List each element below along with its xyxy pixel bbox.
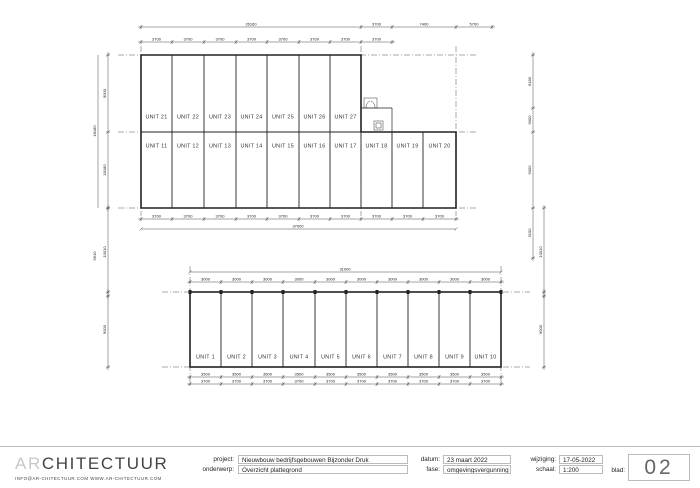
dimension-value: 3700 bbox=[419, 378, 428, 384]
dimension-value: 3000 bbox=[263, 276, 272, 282]
schaal-value: 1:200 bbox=[559, 465, 603, 474]
dimension-value: 3500 bbox=[357, 371, 366, 377]
dimension-value: 3000 bbox=[450, 276, 459, 282]
dimension-gap-left-value: 9610 bbox=[92, 251, 97, 261]
dimension-value: 3700 bbox=[326, 378, 335, 384]
dimension-value: 3500 bbox=[232, 371, 241, 377]
column-marker bbox=[345, 290, 348, 294]
column-marker bbox=[314, 290, 317, 294]
unit-label: UNIT 25 bbox=[271, 114, 295, 121]
unit-label: UNIT 6 bbox=[352, 354, 371, 361]
blad-label: blad: bbox=[611, 467, 625, 474]
dimension-value: 3700 bbox=[481, 378, 490, 384]
dimension-value: 3000 bbox=[294, 276, 304, 282]
building-walls bbox=[141, 55, 503, 367]
dimension-value: 3100 bbox=[527, 228, 532, 238]
unit-label: UNIT 20 bbox=[428, 143, 451, 150]
dimension-value: 3700 bbox=[341, 213, 350, 219]
stair-detail bbox=[376, 123, 381, 128]
fase-label: fase: bbox=[426, 466, 440, 473]
datum-value: 23 maart 2022 bbox=[443, 455, 511, 464]
dimension-value: 3700 bbox=[310, 36, 319, 42]
project-value: Nieuwbouw bedrijfsgebouwen Bijzonder Druk bbox=[238, 455, 408, 464]
dimension-value: 3700 bbox=[232, 378, 241, 384]
unit-label: UNIT 10 bbox=[474, 354, 497, 361]
unit-label: UNIT 1 bbox=[196, 354, 215, 361]
unit-label: UNIT 27 bbox=[334, 114, 357, 121]
fase-value: omgevingsvergunning bbox=[443, 465, 511, 474]
dimension-value: 3500 bbox=[263, 371, 272, 377]
unit-label: UNIT 24 bbox=[240, 114, 263, 121]
dimension-value: 3700 bbox=[310, 213, 319, 219]
dimension-value: 3700 bbox=[152, 213, 161, 219]
datum-label: datum: bbox=[420, 456, 440, 463]
dimension-value: 26160 bbox=[245, 21, 257, 27]
unit-label: UNIT 19 bbox=[396, 143, 419, 150]
dimension-value: 3000 bbox=[357, 276, 366, 282]
dimension-lines bbox=[98, 25, 546, 386]
wijziging-label: wijziging: bbox=[530, 456, 556, 463]
entrance-door bbox=[364, 98, 383, 130]
dimension-value: 3700 bbox=[278, 213, 288, 219]
column-marker bbox=[407, 290, 410, 294]
building-outline-top bbox=[141, 55, 456, 208]
dimension-value: 10010 bbox=[538, 246, 543, 258]
unit-label: UNIT 22 bbox=[176, 114, 200, 121]
unit-label: UNIT 4 bbox=[289, 354, 309, 361]
dimension-value: 3700 bbox=[341, 36, 350, 42]
column-marker bbox=[251, 290, 254, 294]
dimension-value: 3000 bbox=[481, 276, 490, 282]
dimension-value: 3500 bbox=[294, 371, 304, 377]
onderwerp-label: onderwerp: bbox=[202, 466, 234, 473]
dimension-value: 7400 bbox=[419, 21, 429, 27]
dimension-total-value: 31000 bbox=[339, 266, 351, 272]
unit-label: UNIT 9 bbox=[445, 354, 464, 361]
unit-label: UNIT 23 bbox=[208, 114, 232, 121]
unit-label: UNIT 12 bbox=[176, 143, 200, 150]
dimension-value: 10010 bbox=[102, 246, 107, 258]
dimension-value: 5700 bbox=[469, 21, 479, 27]
dimension-total-value: 37000 bbox=[292, 223, 304, 229]
onderwerp-value: Overzicht plattegrond bbox=[238, 465, 408, 474]
unit-label: UNIT 13 bbox=[208, 143, 232, 150]
unit-label: UNIT 3 bbox=[258, 354, 277, 361]
dimension-value: 3700 bbox=[263, 378, 272, 384]
unit-label: UNIT 16 bbox=[303, 143, 326, 150]
dimension-value: 3700 bbox=[388, 378, 397, 384]
dimension-value: 3500 bbox=[450, 371, 459, 377]
unit-label: UNIT 14 bbox=[240, 143, 263, 150]
dimension-value: 9000 bbox=[102, 325, 107, 334]
dimension-value: 3500 bbox=[326, 371, 335, 377]
unit-label: UNIT 8 bbox=[414, 354, 433, 361]
column-marker bbox=[376, 290, 379, 294]
unit-label: UNIT 15 bbox=[271, 143, 295, 150]
dimension-value: 3500 bbox=[419, 371, 428, 377]
unit-label: UNIT 5 bbox=[321, 354, 340, 361]
unit-label: UNIT 11 bbox=[145, 143, 168, 150]
dimension-value: 3000 bbox=[232, 276, 241, 282]
dimension-value: 3700 bbox=[294, 378, 304, 384]
column-marker bbox=[282, 290, 285, 294]
dimension-value: 3000 bbox=[419, 276, 428, 282]
unit-label: UNIT 17 bbox=[334, 143, 357, 150]
dimension-value: 3700 bbox=[201, 378, 210, 384]
unit-label: UNIT 18 bbox=[365, 143, 388, 150]
company-logo: ARCHITECTUUR bbox=[15, 454, 169, 473]
title-block bbox=[0, 446, 700, 488]
dimension-value: 3700 bbox=[247, 36, 256, 42]
dimension-value: 9000 bbox=[527, 115, 532, 125]
dimension-value: 3700 bbox=[450, 378, 459, 384]
column-marker bbox=[469, 290, 472, 294]
grid-axis-lines bbox=[118, 46, 530, 386]
unit-label: UNIT 26 bbox=[303, 114, 326, 121]
dimension-value: 9000 bbox=[538, 325, 543, 334]
dimension-value: 3700 bbox=[278, 36, 288, 42]
schaal-label: schaal: bbox=[536, 466, 556, 473]
dimension-value: 3700 bbox=[435, 213, 444, 219]
dimension-value: 3700 bbox=[152, 36, 161, 42]
dimension-value: 3700 bbox=[247, 213, 256, 219]
wijziging-value: 17-05-2022 bbox=[559, 455, 603, 464]
sheet-number: 02 bbox=[628, 454, 690, 481]
column-marker bbox=[220, 290, 223, 294]
dimension-value: 6180 bbox=[527, 77, 532, 86]
dimension-value: 3700 bbox=[372, 36, 381, 42]
dimension-value: 9000 bbox=[102, 89, 107, 98]
dimension-value: 3700 bbox=[357, 378, 366, 384]
column-marker bbox=[438, 290, 441, 294]
dimension-value: 3700 bbox=[215, 36, 225, 42]
stair-box bbox=[374, 121, 383, 130]
title-block-divider bbox=[0, 446, 700, 447]
dimension-value: 3000 bbox=[201, 276, 210, 282]
dimension-value: 3000 bbox=[388, 276, 397, 282]
column-marker bbox=[500, 290, 503, 294]
project-label: project: bbox=[213, 456, 234, 463]
drawing-labels bbox=[92, 22, 543, 384]
unit-label: UNIT 21 bbox=[145, 114, 168, 121]
dimension-value: 3500 bbox=[481, 371, 490, 377]
company-contact: INFO@AR-CHITECTUUR.COM WWW.AR-CHITECTUUR.COM bbox=[15, 476, 162, 481]
dimension-value: 9000 bbox=[527, 165, 532, 175]
dimension-value: 3700 bbox=[372, 213, 381, 219]
dimension-value: 18180 bbox=[102, 164, 107, 176]
door-swing bbox=[366, 101, 375, 108]
dimension-value: 3700 bbox=[215, 213, 225, 219]
dimension-value: 3700 bbox=[183, 213, 193, 219]
dimension-value: 3000 bbox=[326, 276, 335, 282]
column-marker bbox=[189, 290, 192, 294]
dimension-value: 3700 bbox=[403, 213, 412, 219]
unit-label: UNIT 7 bbox=[383, 354, 402, 361]
dimension-value: 3700 bbox=[372, 21, 381, 27]
dimension-overall-left: 18180 bbox=[92, 125, 97, 137]
unit-label: UNIT 2 bbox=[227, 354, 246, 361]
dimension-value: 3500 bbox=[201, 371, 210, 377]
dimension-value: 3700 bbox=[183, 36, 193, 42]
dimension-value: 3500 bbox=[388, 371, 397, 377]
